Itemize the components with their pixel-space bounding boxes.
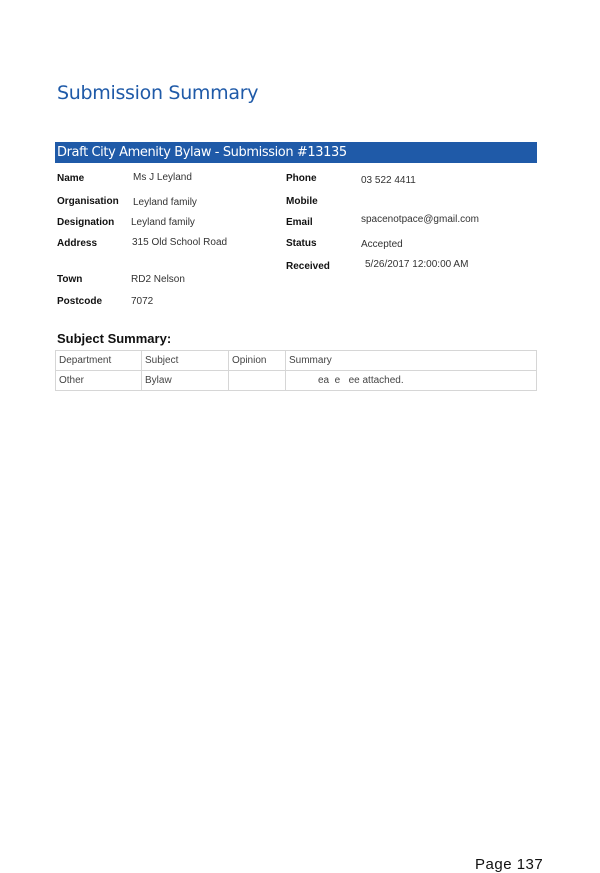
town-label: Town [57, 274, 83, 285]
mobile-label: Mobile [286, 196, 318, 207]
postcode-value: 7072 [131, 296, 154, 307]
column-header-subject: Subject [142, 351, 229, 371]
subject-summary-heading: Subject Summary: [57, 331, 172, 346]
summary-cell: ea e ee attached. [286, 371, 537, 391]
phone-label: Phone [286, 173, 317, 184]
phone-value: 03 522 4411 [361, 175, 416, 186]
column-header-opinion: Opinion [229, 351, 286, 371]
email-value: spacenotpace@gmail.com [361, 214, 479, 225]
organisation-value: Leyland family [133, 197, 197, 208]
address-value: 315 Old School Road [132, 237, 228, 248]
received-value: 5/26/2017 12:00:00 AM [365, 259, 469, 270]
table-row [56, 371, 537, 391]
address-label: Address [57, 238, 98, 249]
designation-label: Designation [57, 217, 115, 228]
received-label: Received [286, 261, 330, 272]
subject-summary-table [55, 350, 537, 391]
town-value: RD2 Nelson [131, 274, 185, 285]
status-value: Accepted [361, 239, 403, 250]
status-label: Status [286, 238, 317, 249]
page-number: Page 137 [475, 856, 544, 873]
page-title: Submission Summary [57, 82, 259, 104]
opinion-cell [229, 371, 286, 391]
table-header-row [56, 351, 537, 371]
name-label: Name [57, 173, 85, 184]
submission-banner: Draft City Amenity Bylaw - Submission #13135 [55, 142, 537, 163]
designation-value: Leyland family [131, 217, 195, 228]
name-value: Ms J Leyland [133, 172, 192, 183]
subject-cell: Bylaw [142, 371, 229, 391]
department-cell: Other [56, 371, 142, 391]
column-header-summary: Summary [286, 351, 537, 371]
email-label: Email [286, 217, 313, 228]
organisation-label: Organisation [57, 196, 119, 207]
postcode-label: Postcode [57, 296, 103, 307]
column-header-department: Department [56, 351, 142, 371]
